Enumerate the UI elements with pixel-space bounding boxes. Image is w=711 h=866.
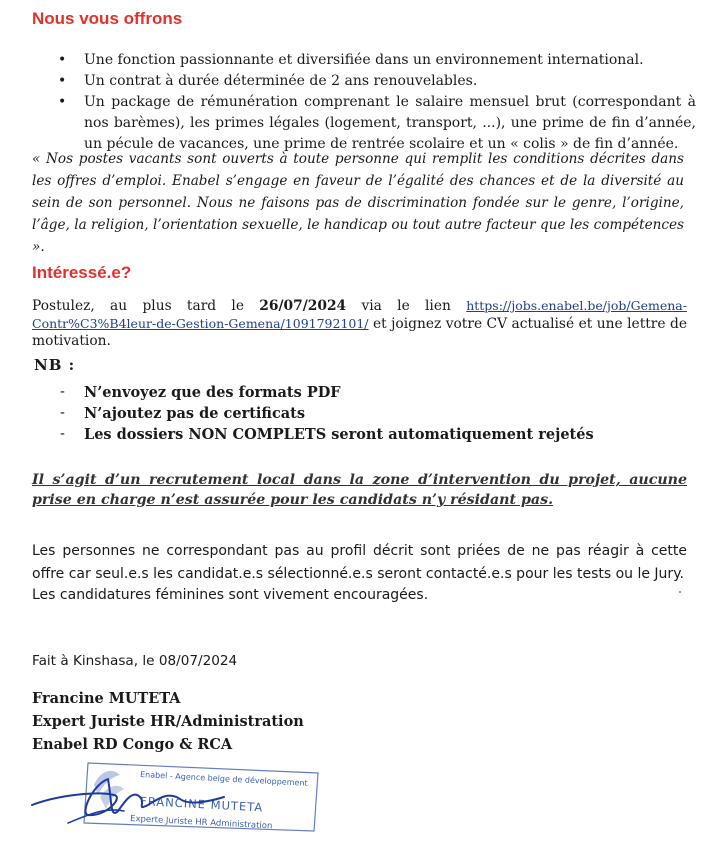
signatory-title: Expert Juriste HR/Administration — [32, 713, 304, 730]
place-date: Fait à Kinshasa, le 08/07/2024 — [32, 653, 238, 669]
stamp-title-text: Experte Juriste HR Administration — [129, 814, 273, 832]
deadline-date: 26/07/2024 — [259, 298, 347, 314]
local-recruitment-notice: Il s’agit d’un recrutement local dans la zone d’intervention du projet, aucune prise en charge n’est assurée pour les candidats n’y résidant pas. — [32, 472, 687, 508]
offer-list — [56, 50, 696, 155]
nb-title: NB : — [34, 356, 76, 374]
scan-speck — [679, 591, 681, 593]
interested-heading: Intéressé.e? — [32, 263, 132, 282]
stamp-name-text: FRANCINE MUTETA — [139, 794, 264, 815]
apply-via: via le lien — [361, 298, 451, 314]
offer-item: • Une fonction passionnante et diversifiée dans un environnement international. — [56, 50, 696, 71]
apply-outro: et joignez votre CV actualisé et une lettre de motivation. — [32, 316, 687, 349]
non-discrimination-quote: « Nos postes vacants sont ouverts à toute personne qui remplit les conditions décrites dans les offres d’emploi. Enabel s’engage en faveur de l’égalité des chances et de la diversité au sein de son personnel. Nous ne faisons pas de discrimination fondée sur le genre, l’origine, l’âge, la religion, l’orientation sexuelle, le handicap ou tout autre facteur que les compétences ». — [32, 151, 684, 255]
offer-item: • Un contrat à durée déterminée de 2 ans renouvelables. — [56, 71, 696, 92]
apply-intro: Postulez, au plus tard le — [32, 298, 244, 314]
signatory-org: Enabel RD Congo & RCA — [32, 736, 233, 753]
nb-list — [58, 382, 594, 445]
nb-item: - Les dossiers NON COMPLETS seront automatiquement rejetés — [58, 424, 594, 445]
apply-paragraph — [32, 297, 687, 350]
nb-item: - N’envoyez que des formats PDF — [58, 382, 594, 403]
stamp-agency-text: Enabel - Agence belge de développement — [139, 770, 308, 788]
offer-item: • Un package de rémunération comprenant le salaire mensuel brut (correspondant à nos barèmes), les primes légales (logement, transport, ...), une prime de fin d’année, un pécule de vacances, une prime de rentrée scolaire et un « colis » de fin d’année. — [56, 92, 696, 155]
nb-item: - N’ajoutez pas de certificats — [58, 403, 594, 424]
women-encouraged-notice: Les candidatures féminines sont vivement encouragées. — [32, 587, 429, 603]
signatory-name: Francine MUTETA — [32, 690, 181, 707]
job-link[interactable]: https://jobs.enabel.be/job/Gemena-Contr%C3%B4leur-de-Gestion-Gemena/1091792101/ — [32, 298, 687, 331]
offer-heading: Nous vous offrons — [32, 9, 183, 28]
profile-notice: Les personnes ne correspondant pas au profil décrit sont priées de ne pas réagir à cette offre car seul.e.s les candidat.e.s sélectionné.e.s seront contacté.e.s pour les tests ou le Jury. — [32, 543, 687, 582]
stamp-signature — [28, 745, 328, 840]
